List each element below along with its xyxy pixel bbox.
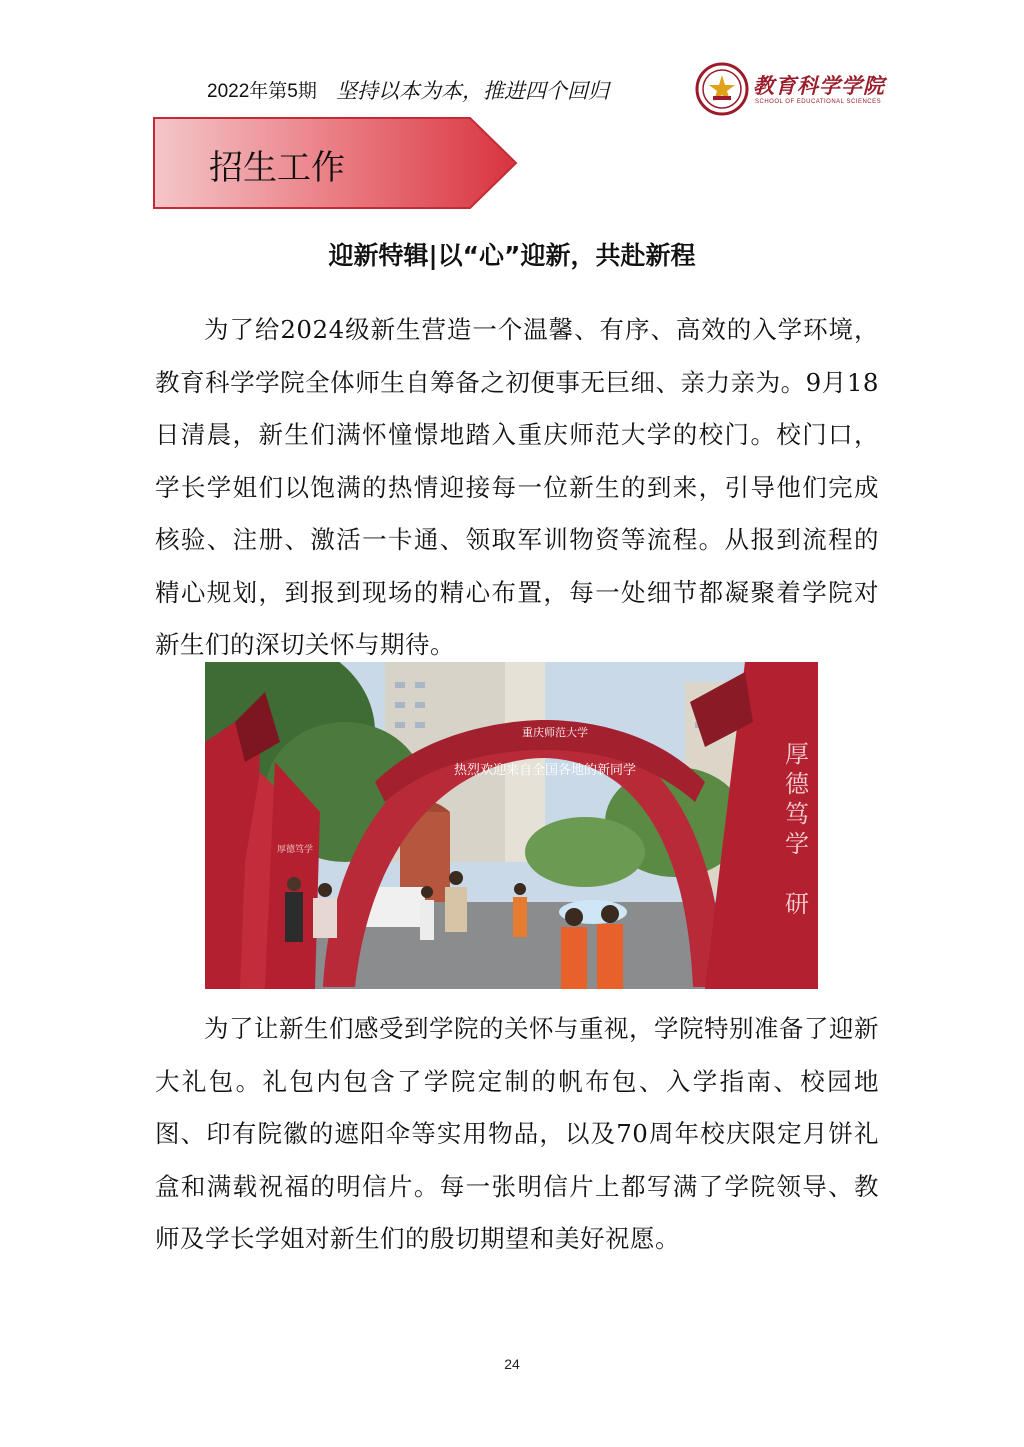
section-banner xyxy=(152,116,518,210)
school-seal-icon xyxy=(695,62,749,116)
page-number: 24 xyxy=(504,1356,520,1372)
article-title: 迎新特辑|以“心”迎新，共赴新程 xyxy=(328,241,696,270)
article-paragraph: 为了让新生们感受到学院的关怀与重视，学院特别准备了迎新大礼包。礼包内包含了学院定制的帆布包、入学指南、校园地图、印有院徽的遮阳伞等实用物品，以及70周年校庆限定月饼礼盒和满载祝福的明信片。每一张明信片上都写满了学院领导、教师及学长学姐对新生们的殷切期望和美好祝愿。 xyxy=(155,1014,879,1253)
arch-university-name: 重庆师范大学 xyxy=(522,726,588,739)
svg-text:德: 德 xyxy=(785,770,809,798)
issue-label: 2022年第5期 xyxy=(207,81,317,102)
svg-text:学: 学 xyxy=(785,830,809,858)
arch-banner-text: 热烈欢迎来自全国各地的新同学 xyxy=(453,763,637,778)
school-name-english: SCHOOL OF EDUCATIONAL SCIENCES xyxy=(755,99,882,105)
orientation-photo xyxy=(205,662,818,989)
pillar-left-text: 厚德笃学 xyxy=(276,845,314,855)
svg-text:笃: 笃 xyxy=(785,800,809,828)
section-title: 招生工作 xyxy=(209,148,345,188)
pillar-right-text: 厚 xyxy=(785,740,809,768)
article-paragraph: 为了给2024级新生营造一个温馨、有序、高效的入学环境，教育科学学院全体师生自筹备之初便事无巨细、亲力亲为。9月18日清晨，新生们满怀憧憬地踏入重庆师范大学的校门。校门口，学长学姐们以饱满的热情迎接每一位新生的到来，引导他们完成核验、注册、激活一卡通、领取军训物资等流程。从报到流程的精心规划，到报到现场的精心布置，每一处细节都凝聚着学院对新生们的深切关怀与期待。 xyxy=(155,315,879,659)
school-logo xyxy=(695,62,885,118)
svg-text:研: 研 xyxy=(785,890,809,918)
issue-motto: 坚持以本为本，推进四个回归 xyxy=(336,79,609,103)
school-name: 教育科学学院 xyxy=(753,73,885,98)
